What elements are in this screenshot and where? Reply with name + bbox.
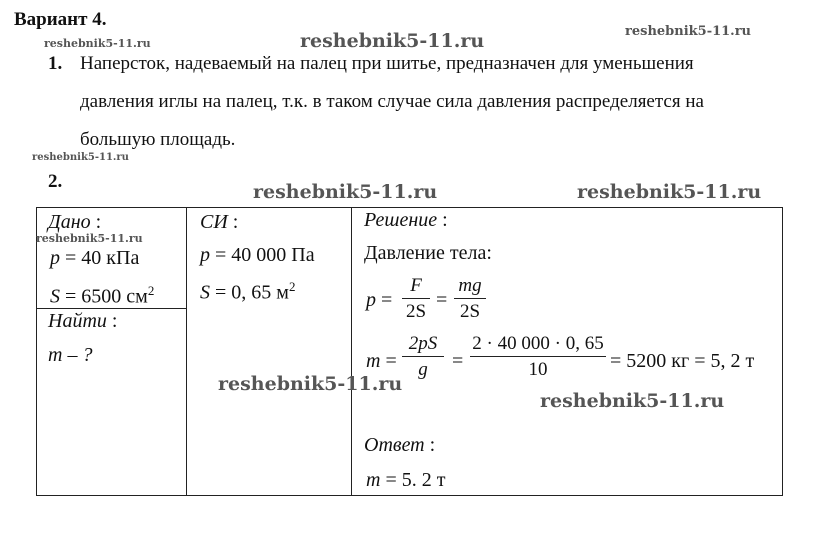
- si-area: S = 0, 65 $м^2$: [200, 279, 296, 304]
- mass-result: = 5200 кг = 5, 2 т: [610, 350, 755, 372]
- find-heading: Найти :: [48, 310, 118, 332]
- si-heading: СИ :: [200, 211, 239, 233]
- fraction-mg-over-area: mg 2S: [454, 274, 486, 323]
- find-mass: m – ?: [48, 344, 93, 366]
- watermark: reshebnik5-11.ru: [44, 37, 151, 50]
- item-number: 1.: [48, 53, 63, 74]
- column-divider: [186, 207, 187, 496]
- formula-pressure-lhs: p =: [366, 289, 393, 311]
- table-border: [36, 495, 783, 496]
- watermark: reshebnik5-11.ru: [32, 152, 129, 163]
- paragraph-line: давления иглы на палец, т.к. в таком случае сила давления распределяется на: [80, 91, 704, 112]
- given-heading: Дано :: [48, 211, 102, 233]
- solution-table: [36, 207, 783, 496]
- solution-intro: Давление тела:: [364, 242, 492, 264]
- si-pressure: p = 40 000 Па: [200, 244, 315, 266]
- fraction-numeric: 2 · 40 000 · 0, 65 10: [470, 332, 606, 381]
- watermark: reshebnik5-11.ru: [625, 24, 752, 39]
- watermark: reshebnik5-11.ru: [300, 30, 485, 52]
- answer-heading: Ответ :: [364, 434, 436, 456]
- item-number: 2.: [48, 171, 63, 192]
- paragraph-line: большую площадь.: [80, 129, 236, 150]
- fraction-force-over-area: F 2S: [402, 274, 430, 323]
- equals-sign: =: [436, 289, 448, 311]
- watermark: reshebnik5-11.ru: [218, 373, 403, 395]
- given-pressure: p = 40 кПа: [50, 247, 140, 269]
- watermark: reshebnik5-11.ru: [253, 181, 438, 203]
- fraction-2pS-over-g: 2pS g: [402, 332, 444, 381]
- formula-mass-lhs: m =: [366, 350, 397, 372]
- solution-heading: Решение :: [364, 209, 448, 231]
- watermark: reshebnik5-11.ru: [577, 181, 762, 203]
- page-title: Вариант 4.: [14, 9, 107, 30]
- table-border: [36, 207, 37, 496]
- watermark: reshebnik5-11.ru: [36, 232, 143, 245]
- watermark: reshebnik5-11.ru: [540, 390, 725, 412]
- paragraph-line: Наперсток, надеваемый на палец при шитье, предназначен для уменьшения: [80, 53, 694, 74]
- given-area: S = 6500 $см^2$: [50, 283, 155, 308]
- table-border: [782, 207, 783, 496]
- table-border: [36, 207, 783, 208]
- answer-value: m = 5. 2 т: [366, 469, 446, 491]
- column-divider: [351, 207, 352, 496]
- equals-sign: =: [452, 350, 464, 372]
